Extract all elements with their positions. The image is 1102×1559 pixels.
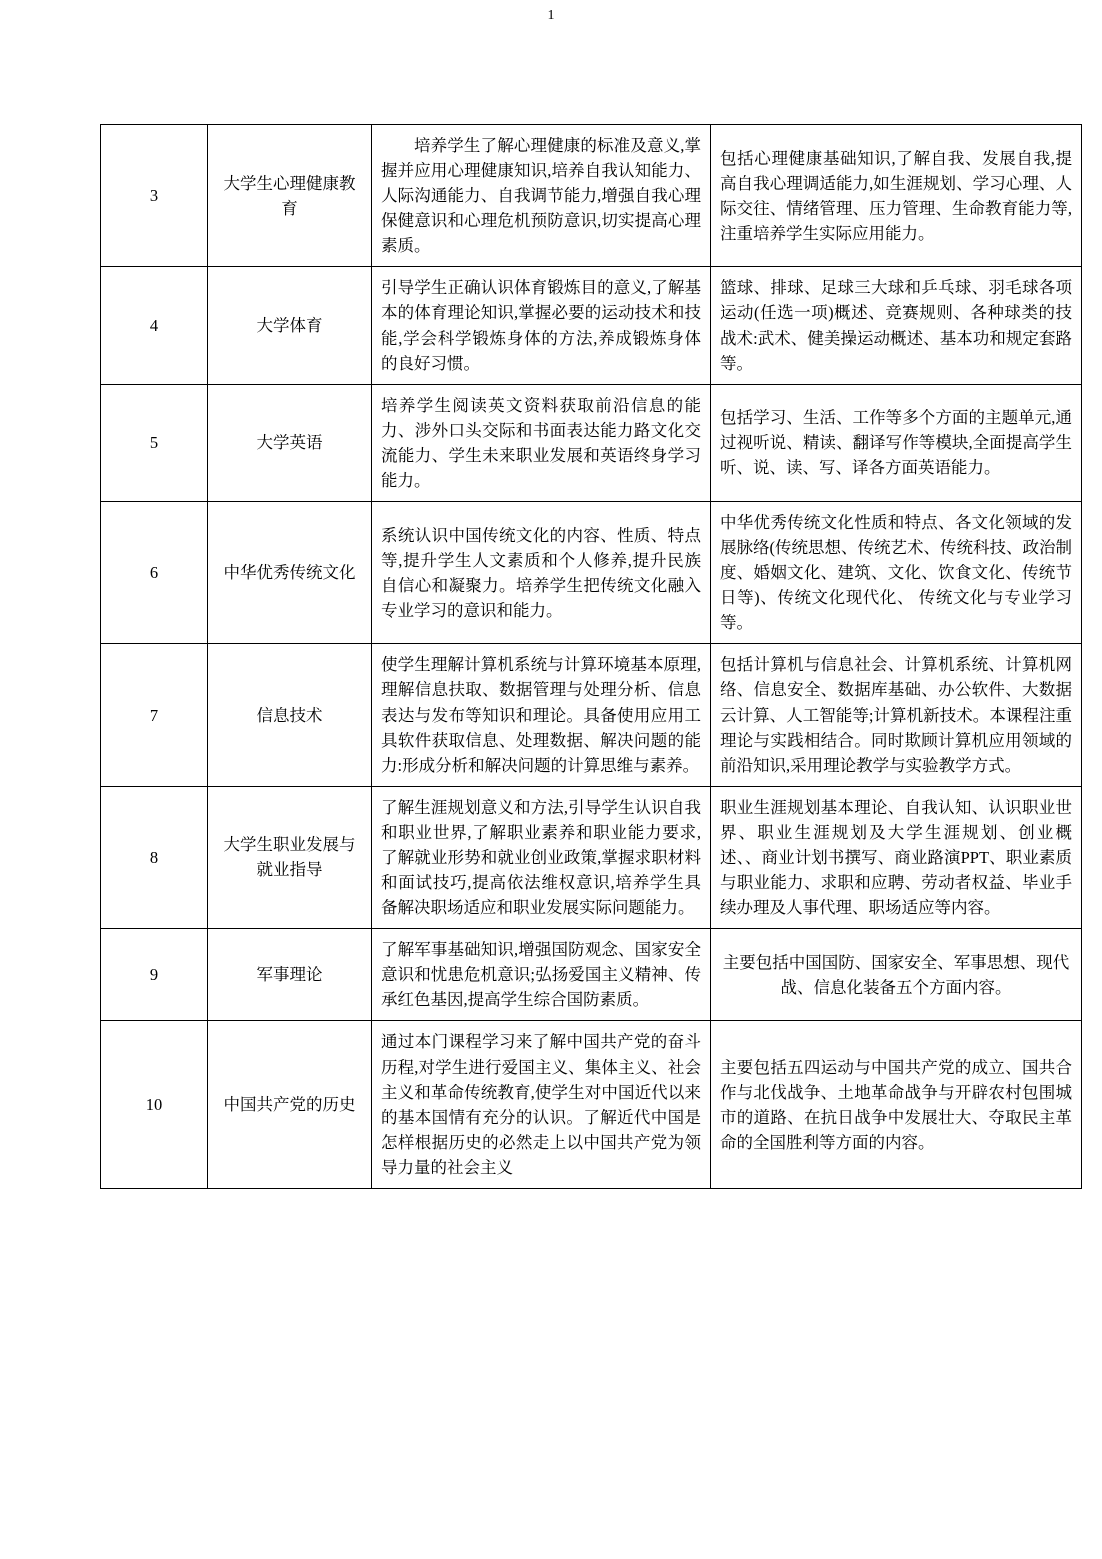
row-number: 8: [101, 786, 208, 928]
course-content: 中华优秀传统文化性质和特点、各文化领域的发展脉络(传统思想、传统艺术、传统科技、政治制度、婚姻文化、建筑、文化、饮食文化、传统节日等)、传统文化现代化、 传统文化与专业学习等。: [711, 502, 1082, 644]
course-goal: [372, 125, 711, 267]
course-content: 主要包括五四运动与中国共产党的成立、国共合作与北伐战争、土地革命战争与开辟农村包围城市的道路、在抗日战争中发展壮大、夺取民主革命的全国胜利等方面的内容。: [711, 1021, 1082, 1188]
course-name: 大学生心理健康教育: [208, 125, 372, 267]
page-number: 1: [547, 8, 555, 23]
course-goal-text: 培养学生了解心理健康的标准及意义,掌握并应用心理健康知识,培养自我认知能力、人际沟通能力、自我调节能力,增强自我心理保健意识和心理危机预防意识,切实提高心理素质。: [381, 136, 701, 256]
course-name: 信息技术: [208, 644, 372, 786]
course-content: 职业生涯规划基本理论、自我认知、认识职业世界、职业生涯规划及大学生涯规划、创业概述、、商业计划书撰写、商业路演PPT、职业素质与职业能力、求职和应聘、劳动者权益、毕业手续办理及人事代理、职场适应等内容。: [711, 786, 1082, 928]
row-number: 3: [101, 125, 208, 267]
row-number: 5: [101, 384, 208, 501]
course-table: [100, 124, 1082, 1189]
course-goal: 培养学生阅读英文资料获取前沿信息的能力、涉外口头交际和书面表达能力路文化交流能力、学生未来职业发展和英语终身学习能力。: [372, 384, 711, 501]
course-name: 中华优秀传统文化: [208, 502, 372, 644]
course-name: 大学体育: [208, 267, 372, 384]
table-row: [101, 929, 1082, 1021]
course-goal: 使学生理解计算机系统与计算环境基本原理,理解信息扶取、数据管理与处理分析、信息表达与发布等知识和理论。具备使用应用工具软件获取信息、处理数据、解决问题的能力:形成分析和解决问题的计算思维与素养。: [372, 644, 711, 786]
course-name: 大学英语: [208, 384, 372, 501]
course-name: 大学生职业发展与就业指导: [208, 786, 372, 928]
table-row: [101, 125, 1082, 267]
course-name: 军事理论: [208, 929, 372, 1021]
course-content: 包括学习、生活、工作等多个方面的主题单元,通过视听说、精读、翻译写作等模块,全面提高学生听、说、读、写、译各方面英语能力。: [711, 384, 1082, 501]
course-goal: 了解军事基础知识,增强国防观念、国家安全意识和忧患危机意识;弘扬爱国主义精神、传承红色基因,提高学生综合国防素质。: [372, 929, 711, 1021]
course-goal: 系统认识中国传统文化的内容、性质、特点等,提升学生人文素质和个人修养,提升民族自信心和凝聚力。培养学生把传统文化融入专业学习的意识和能力。: [372, 502, 711, 644]
row-number: 9: [101, 929, 208, 1021]
course-goal: 引导学生正确认识体育锻炼目的意义,了解基本的体育理论知识,掌握必要的运动技术和技能,学会科学锻炼身体的方法,养成锻炼身体的良好习惯。: [372, 267, 711, 384]
row-number: 6: [101, 502, 208, 644]
row-number: 10: [101, 1021, 208, 1188]
row-number: 7: [101, 644, 208, 786]
course-content: 包括计算机与信息社会、计算机系统、计算机网络、信息安全、数据库基础、办公软件、大数据云计算、人工智能等;计算机新技术。本课程注重理论与实践相结合。同时欺顾计算机应用领域的前沿知识,采用理论教学与实验教学方式。: [711, 644, 1082, 786]
row-number: 4: [101, 267, 208, 384]
course-content: [711, 929, 1082, 1021]
table-row: [101, 1021, 1082, 1188]
course-content: 篮球、排球、足球三大球和乒乓球、羽毛球各项运动(任选一项)概述、竞赛规则、各种球类的技战术:武术、健美操运动概述、基本功和规定套路等。: [711, 267, 1082, 384]
course-goal: 通过本门课程学习来了解中国共产党的奋斗历程,对学生进行爱国主义、集体主义、社会主义和革命传统教育,使学生对中国近代以来的基本国情有充分的认识。了解近代中国是怎样根据历史的必然走上以中国共产党为领导力量的社会主义: [372, 1021, 711, 1188]
table-row: [101, 502, 1082, 644]
course-content-text: 主要包括中国国防、国家安全、军事思想、现代战、信息化装备五个方面内容。: [722, 952, 1070, 997]
table-row: [101, 786, 1082, 928]
table-row: [101, 267, 1082, 384]
course-goal: 了解生涯规划意义和方法,引导学生认识自我和职业世界,了解职业素养和职业能力要求,了解就业形势和就业创业政策,掌握求职材料和面试技巧,提高依法维权意识,培养学生具备解决职场适应和职业发展实际问题能力。: [372, 786, 711, 928]
course-table-container: [100, 124, 1072, 1189]
table-row: [101, 644, 1082, 786]
course-table-body: [101, 125, 1082, 1189]
course-content: 包括心理健康基础知识,了解自我、发展自我,提高自我心理调适能力,如生涯规划、学习心理、人际交往、情绪管理、压力管理、生命教育能力等,注重培养学生实际应用能力。: [711, 125, 1082, 267]
table-row: [101, 384, 1082, 501]
course-name: 中国共产党的历史: [208, 1021, 372, 1188]
